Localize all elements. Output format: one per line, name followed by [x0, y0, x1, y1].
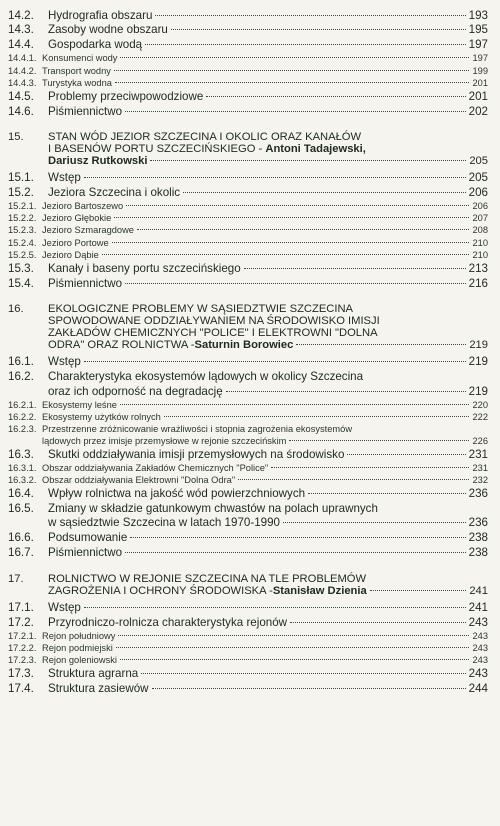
chapter-heading-16[interactable]: [8, 303, 488, 351]
entry-number: 16.6.: [8, 531, 34, 545]
entry-page: 243: [472, 630, 488, 641]
toc-section-15: [8, 171, 488, 291]
toc-entry[interactable]: [8, 546, 488, 560]
entry-page: 193: [468, 8, 488, 22]
leader-dots: [155, 15, 465, 16]
entry-number: 15.2.4.: [8, 237, 37, 248]
entry-title: Konsumenci wody: [42, 53, 118, 64]
chapter-heading-15[interactable]: [8, 131, 488, 167]
leader-dots: [141, 673, 465, 674]
toc-entry[interactable]: [8, 502, 488, 531]
toc-entry[interactable]: [8, 667, 488, 681]
toc-subentry[interactable]: [8, 238, 488, 250]
toc-entry[interactable]: [8, 186, 488, 200]
entry-number: 17.2.1.: [8, 630, 37, 641]
toc-entry[interactable]: [8, 487, 488, 501]
leader-dots: [118, 635, 469, 636]
entry-number: 16.3.1.: [8, 462, 37, 473]
entry-title: Jezioro Bartoszewo: [42, 201, 124, 212]
entry-page: 238: [468, 531, 488, 545]
toc-subentry[interactable]: [8, 412, 488, 424]
toc-entry[interactable]: [8, 682, 488, 696]
toc-subentry[interactable]: [8, 400, 488, 412]
chapter-title-line: ROLNICTWO W REJONIE SZCZECINA NA TLE PROBLEMÓW: [48, 572, 367, 585]
entry-title: lądowych przez imisje przemysłowe w rejonie szczecińskim: [42, 435, 287, 446]
chapter-title-line: SPOWODOWANE ODDZIAŁYWANIEM NA ŚRODOWISKO IMISJI: [48, 315, 380, 328]
entry-page: 219: [468, 384, 488, 398]
toc-entry[interactable]: [8, 23, 488, 37]
toc-entry[interactable]: [8, 38, 488, 52]
entry-page: 197: [468, 38, 488, 52]
entry-number: 14.2.: [8, 8, 34, 22]
toc-section-17: [8, 601, 488, 697]
entry-number: 15.3.: [8, 261, 34, 275]
leader-dots: [290, 622, 466, 623]
entry-title: Charakterystyka ekosystemów lądowych w okolicy Szczecina: [48, 370, 364, 384]
entry-number: 16.2.2.: [8, 411, 37, 422]
entry-number: 17.3.: [8, 667, 34, 681]
leader-dots: [84, 607, 466, 608]
leader-dots: [289, 440, 469, 441]
toc-entry[interactable]: [8, 90, 488, 104]
entry-number: 15.2.3.: [8, 225, 37, 236]
entry-title: Piśmiennictwo: [48, 546, 123, 560]
leader-dots: [116, 647, 470, 648]
entry-page: 213: [468, 261, 488, 275]
entry-page: 195: [468, 23, 488, 37]
leader-dots: [120, 659, 470, 660]
toc-entry[interactable]: [8, 370, 488, 399]
entry-page: 243: [472, 654, 488, 665]
toc-subentry[interactable]: [8, 643, 488, 655]
entry-title: Piśmiennictwo: [48, 276, 123, 290]
entry-title: Rejon południowy: [42, 630, 116, 641]
leader-dots: [137, 229, 470, 230]
toc-entry[interactable]: [8, 355, 488, 369]
toc-subentry[interactable]: [8, 475, 488, 487]
toc-subentry[interactable]: [8, 631, 488, 643]
entry-title: Obszar oddziaływania Elektrowni "Dolna Odra": [42, 474, 236, 485]
entry-page: 206: [468, 186, 488, 200]
entry-number: 14.4.2.: [8, 65, 37, 76]
toc-section-14: [8, 9, 488, 120]
chapter-authors: Antoni Tadajewski,: [265, 143, 366, 156]
entry-number: 14.3.: [8, 23, 34, 37]
chapter-title-line: EKOLOGICZNE PROBLEMY W SĄSIEDZTWIE SZCZECINA: [48, 303, 354, 316]
entry-title: Transport wodny: [42, 65, 111, 76]
entry-title: Kanały i baseny portu szczecińskiego: [48, 261, 241, 275]
entry-number: 17.2.2.: [8, 642, 37, 653]
entry-number: 15.2.: [8, 186, 34, 200]
leader-dots: [120, 57, 469, 58]
entry-page: 236: [468, 516, 488, 530]
entry-page: 216: [468, 276, 488, 290]
chapter-title-line: ZAKŁADÓW CHEMICZNYCH "POLICE" I ELEKTROWNI "DOLNA: [48, 327, 378, 340]
toc-subentry[interactable]: [8, 53, 488, 65]
entry-number: 16.1.: [8, 355, 34, 369]
entry-title: Rejon goleniowski: [42, 654, 117, 665]
leader-dots: [126, 205, 469, 206]
toc-entry[interactable]: [8, 531, 488, 545]
entry-page: 201: [472, 77, 488, 88]
entry-title: Obszar oddziaływania Zakładów Chemicznych "Police": [42, 462, 269, 473]
entry-number: 14.5.: [8, 89, 34, 103]
entry-title: Wpływ rolnictwa na jakość wód powierzchniowych: [48, 486, 306, 500]
toc-subentry[interactable]: [8, 250, 488, 262]
toc-subentry[interactable]: [8, 225, 488, 237]
leader-dots: [308, 493, 466, 494]
leader-dots: [183, 192, 466, 193]
entry-title: Turystyka wodna: [42, 77, 112, 88]
entry-title: Jezioro Szmaragdowe: [42, 225, 134, 236]
leader-dots: [84, 361, 466, 362]
entry-number: 16.2.1.: [8, 399, 37, 410]
entry-title: Piśmiennictwo: [48, 104, 123, 118]
entry-page: 238: [468, 546, 488, 560]
entry-number: 16.2.: [8, 370, 34, 384]
toc-entry[interactable]: [8, 262, 488, 276]
entry-page: 243: [472, 642, 488, 653]
entry-title: Wstęp: [48, 600, 81, 614]
leader-dots: [283, 522, 466, 523]
chapter-authors: Stanisław Dzienia: [272, 584, 367, 597]
entry-title: Jezioro Głębokie: [42, 213, 112, 224]
toc-entry[interactable]: [8, 616, 488, 630]
toc-entry[interactable]: [8, 9, 488, 23]
chapter-title-line: I BASENÓW PORTU SZCZECIŃSKIEGO -: [48, 143, 266, 156]
entry-number: 15.4.: [8, 276, 34, 290]
toc-entry[interactable]: [8, 105, 488, 119]
leader-dots: [84, 177, 466, 178]
chapter-page: 219: [469, 339, 488, 352]
leader-dots: [296, 344, 466, 345]
leader-dots: [206, 96, 465, 97]
entry-title: Gospodarka wodą: [48, 38, 143, 52]
toc-subentry[interactable]: [8, 213, 488, 225]
entry-number: 17.4.: [8, 682, 34, 696]
entry-number: 14.4.3.: [8, 77, 37, 88]
entry-page: 202: [468, 104, 488, 118]
chapter-title-line: STAN WÓD JEZIOR SZCZECINA I OKOLIC ORAZ KANAŁÓW: [48, 131, 362, 144]
entry-number: 16.3.2.: [8, 474, 37, 485]
leader-dots: [114, 70, 470, 71]
entry-page: 232: [472, 474, 488, 485]
entry-title: Jeziora Szczecina i okolic: [48, 186, 181, 200]
entry-title: Jezioro Dąbie: [42, 249, 99, 260]
toc-subentry[interactable]: [8, 424, 488, 447]
entry-title: Struktura agrarna: [48, 667, 139, 681]
leader-dots: [150, 160, 466, 161]
entry-number: 14.4.1.: [8, 53, 37, 64]
entry-title: Struktura zasiewów: [48, 682, 149, 696]
toc-subentry[interactable]: [8, 201, 488, 213]
entry-page: 197: [472, 53, 488, 64]
entry-page: 220: [472, 399, 488, 410]
toc-entry[interactable]: [8, 171, 488, 185]
leader-dots: [226, 391, 466, 392]
toc-entry[interactable]: [8, 448, 488, 462]
entry-page: 207: [472, 213, 488, 224]
leader-dots: [112, 242, 470, 243]
entry-title: Problemy przeciwpowodziowe: [48, 89, 204, 103]
leader-dots: [370, 590, 467, 591]
entry-page: 226: [472, 435, 488, 446]
chapter-title-line: ODRA" ORAZ ROLNICTWA -: [48, 339, 195, 352]
toc-subentry[interactable]: [8, 78, 488, 90]
toc-section-16: [8, 355, 488, 561]
entry-number: 16.4.: [8, 486, 34, 500]
leader-dots: [152, 688, 466, 689]
leader-dots: [115, 82, 470, 83]
entry-title: Przyrodniczo-rolnicza charakterystyka rejonów: [48, 615, 288, 629]
entry-number: 16.3.: [8, 447, 34, 461]
leader-dots: [120, 404, 470, 405]
leader-dots: [145, 44, 466, 45]
leader-dots: [125, 111, 466, 112]
entry-title: Przestrzenne zróżnicowanie wrażliwości i stopnia zagrożenia ekosystemów: [42, 423, 353, 434]
entry-title: Wstęp: [48, 171, 81, 185]
entry-page: 205: [468, 171, 488, 185]
entry-title: Podsumowanie: [48, 531, 128, 545]
entry-page: 231: [468, 447, 488, 461]
entry-title: Wstęp: [48, 355, 81, 369]
entry-page: 243: [468, 615, 488, 629]
entry-title: Rejon podmiejski: [42, 642, 113, 653]
leader-dots: [102, 254, 470, 255]
entry-number: 17.1.: [8, 600, 34, 614]
entry-number: 16.2.3.: [8, 423, 37, 434]
leader-dots: [130, 537, 465, 538]
chapter-authors: Saturnin Borowiec: [194, 339, 294, 352]
toc-entry[interactable]: [8, 601, 488, 615]
entry-number: 17.2.: [8, 615, 34, 629]
leader-dots: [238, 479, 469, 480]
entry-number: 17.2.3.: [8, 654, 37, 665]
entry-page: 210: [472, 249, 488, 260]
entry-title: Zasoby wodne obszaru: [48, 23, 168, 37]
entry-number: 14.6.: [8, 104, 34, 118]
entry-number: 15.1.: [8, 171, 34, 185]
leader-dots: [244, 268, 466, 269]
chapter-page: 205: [469, 155, 488, 168]
chapter-page: 241: [469, 584, 488, 597]
entry-page: 210: [472, 237, 488, 248]
entry-title: Jezioro Portowe: [42, 237, 109, 248]
entry-number: 15.2.5.: [8, 249, 37, 260]
leader-dots: [347, 454, 465, 455]
entry-number: 16.5.: [8, 501, 34, 515]
entry-number: 14.4.: [8, 38, 34, 52]
entry-title: Skutki oddziaływania imisji przemysłowych na środowisko: [48, 447, 345, 461]
entry-number: 16.7.: [8, 546, 34, 560]
leader-dots: [271, 467, 469, 468]
leader-dots: [171, 29, 466, 30]
entry-title: Ekosystemy użytków rolnych: [42, 411, 161, 422]
entry-page: 208: [472, 225, 488, 236]
entry-page: 199: [472, 65, 488, 76]
entry-page: 241: [468, 600, 488, 614]
entry-page: 219: [468, 355, 488, 369]
chapter-number: 17.: [8, 572, 24, 585]
chapter-authors: Dariusz Rutkowski: [48, 155, 148, 168]
entry-page: 222: [472, 411, 488, 422]
entry-page: 201: [468, 89, 488, 103]
entry-number: 15.2.2.: [8, 213, 37, 224]
toc-subentry[interactable]: [8, 655, 488, 667]
entry-title: oraz ich odporność na degradację: [48, 384, 223, 398]
chapter-number: 16.: [8, 303, 24, 316]
leader-dots: [164, 416, 470, 417]
leader-dots: [125, 283, 466, 284]
leader-dots: [125, 552, 466, 553]
chapter-title-line: ZAGROŻENIA I OCHRONY ŚRODOWISKA -: [48, 584, 273, 597]
leader-dots: [114, 217, 469, 218]
entry-title: Ekosystemy leśne: [42, 399, 117, 410]
entry-number: 15.2.1.: [8, 201, 37, 212]
entry-title: Zmiany w składzie gatunkowym chwastów na polach uprawnych: [48, 501, 378, 515]
entry-page: 236: [468, 486, 488, 500]
toc-subentry[interactable]: [8, 463, 488, 475]
entry-page: 206: [472, 201, 488, 212]
chapter-heading-17[interactable]: [8, 573, 488, 597]
entry-page: 244: [468, 682, 488, 696]
entry-title: Hydrografia obszaru: [48, 8, 153, 22]
chapter-number: 15.: [8, 131, 24, 144]
entry-page: 243: [468, 667, 488, 681]
toc-entry[interactable]: [8, 277, 488, 291]
toc-subentry[interactable]: [8, 66, 488, 78]
entry-page: 231: [472, 462, 488, 473]
entry-title: w sąsiedztwie Szczecina w latach 1970-1990: [48, 516, 280, 530]
